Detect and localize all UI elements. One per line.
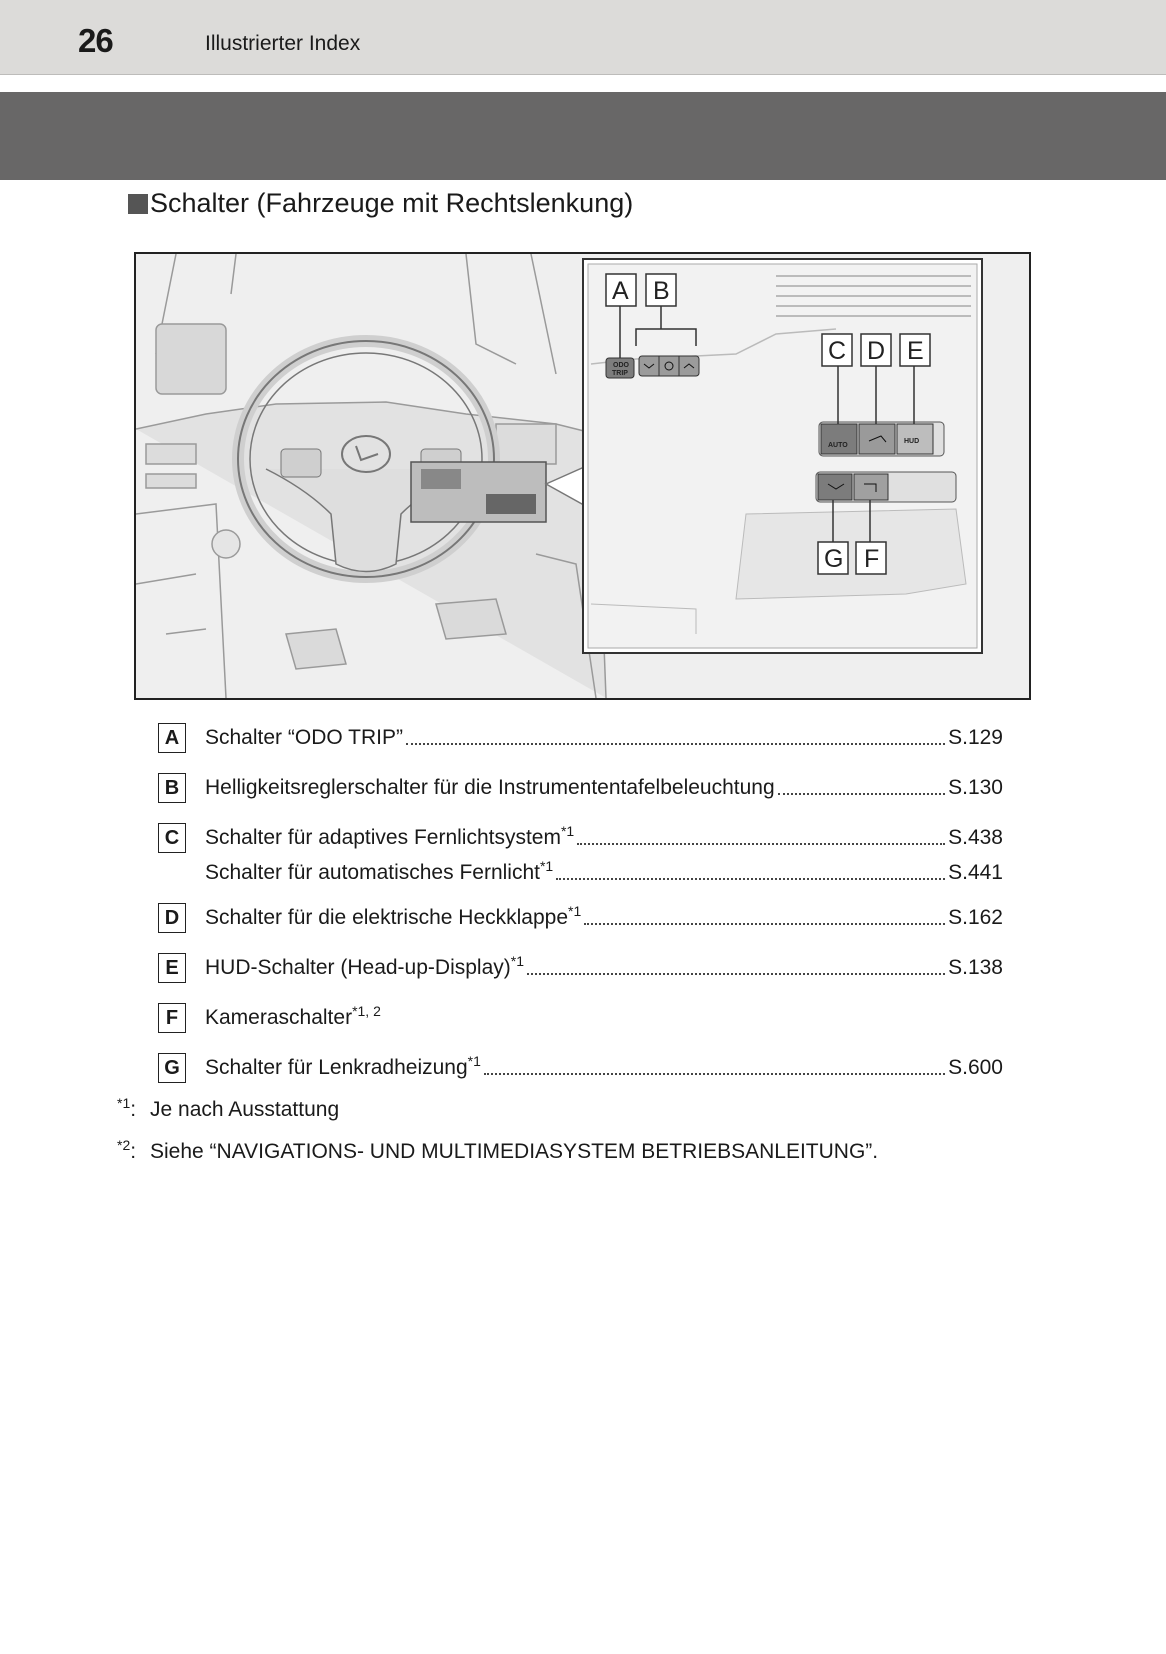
legend-row-c2 (158, 853, 1003, 893)
legend-text: Schalter für die elektrische Heckklappe$^{*1}$ (205, 903, 582, 929)
figure-label-e: E (907, 337, 924, 365)
dashboard-drawing (136, 254, 1029, 698)
footnote-ref: *1 (560, 823, 575, 839)
section-title-text: Schalter (Fahrzeuge mit Rechtslenkung) (150, 188, 634, 218)
leader-dots (584, 923, 945, 925)
switch-legend (158, 713, 1003, 1093)
leader-dots (577, 843, 945, 845)
legend-text: Helligkeitsreglerschalter für die Instrumententafelbeleuchtung (205, 776, 775, 799)
footnote-ref: *1 (539, 858, 554, 874)
footnote-text: Siehe “NAVIGATIONS- UND MULTIMEDIASYSTEM BETRIEBSANLEITUNG”. (150, 1140, 879, 1163)
footnote-ref: *1 (467, 1053, 481, 1069)
page-reference: S.130 (948, 776, 1003, 799)
legend-row-b (158, 763, 1003, 813)
legend-row-f (158, 993, 1003, 1043)
trip-button-text: TRIP (612, 370, 628, 377)
section-band (0, 92, 1166, 180)
leader-dots (406, 743, 945, 745)
page-reference: S.441 (948, 861, 1003, 884)
figure-label-b: B (653, 277, 670, 305)
figure-label-g: G (824, 545, 844, 573)
footnote-mark: *1 (117, 1095, 131, 1111)
inset-panel (583, 259, 982, 653)
leader-dots (484, 1073, 945, 1075)
legend-text: Schalter “ODO TRIP” (205, 726, 403, 749)
legend-badge: G (158, 1053, 186, 1083)
page-reference: S.138 (948, 956, 1003, 979)
footnote-2: $^{*2}$: Siehe “NAVIGATIONS- UND MULTIMEDIASYSTEM BETRIEBSANLEITUNG”. (117, 1137, 879, 1163)
section-title (128, 188, 633, 219)
leader-dots (556, 878, 945, 880)
figure-label-d: D (867, 337, 886, 365)
figure-label-f: F (864, 545, 880, 573)
legend-badge: A (158, 723, 186, 753)
auto-button-text: AUTO (828, 442, 848, 449)
legend-badge: F (158, 1003, 186, 1033)
footnote-ref: *1, 2 (352, 1003, 381, 1019)
page-reference: S.162 (948, 906, 1003, 929)
footnote-1: $^{*1}$: Je nach Ausstattung (117, 1095, 340, 1121)
header-bar (0, 0, 1166, 75)
legend-row-g (158, 1043, 1003, 1093)
leader-dots (778, 793, 945, 795)
page-reference: S.129 (948, 726, 1003, 749)
legend-row-a (158, 713, 1003, 763)
legend-text: Schalter für Lenkradheizung$^{*1}$ (205, 1053, 481, 1079)
footnote-ref: *1 (510, 953, 524, 969)
page-number: 26 (78, 22, 113, 59)
hud-button-text: HUD (904, 438, 920, 445)
section-square-icon (128, 194, 148, 214)
figure-label-a: A (612, 277, 629, 305)
footnote-mark: *2 (117, 1137, 131, 1153)
page-reference: S.438 (948, 826, 1003, 849)
figure-label-c: C (828, 337, 847, 365)
page-reference: S.600 (948, 1056, 1003, 1079)
dashboard-illustration (134, 252, 1031, 700)
legend-text: Schalter für automatisches Fernlicht$^{*1}$ (205, 858, 554, 884)
legend-text: Schalter für adaptives Fernlichtsystem$^{*1}$ (205, 823, 575, 849)
legend-text: Kameraschalter$^{*1, 2}$ (205, 1003, 381, 1029)
legend-badge: E (158, 953, 186, 983)
legend-row-e (158, 943, 1003, 993)
odo-button-text: ODO (613, 362, 629, 369)
legend-badge: B (158, 773, 186, 803)
legend-text: HUD-Schalter (Head-up-Display)$^{*1}$ (205, 953, 524, 979)
legend-badge: D (158, 903, 186, 933)
legend-badge: C (158, 823, 186, 853)
running-title: Illustrierter Index (205, 32, 361, 55)
footnote-ref: *1 (568, 903, 582, 919)
footnote-text: Je nach Ausstattung (150, 1098, 340, 1121)
leader-dots (527, 973, 945, 975)
legend-row-d (158, 893, 1003, 943)
